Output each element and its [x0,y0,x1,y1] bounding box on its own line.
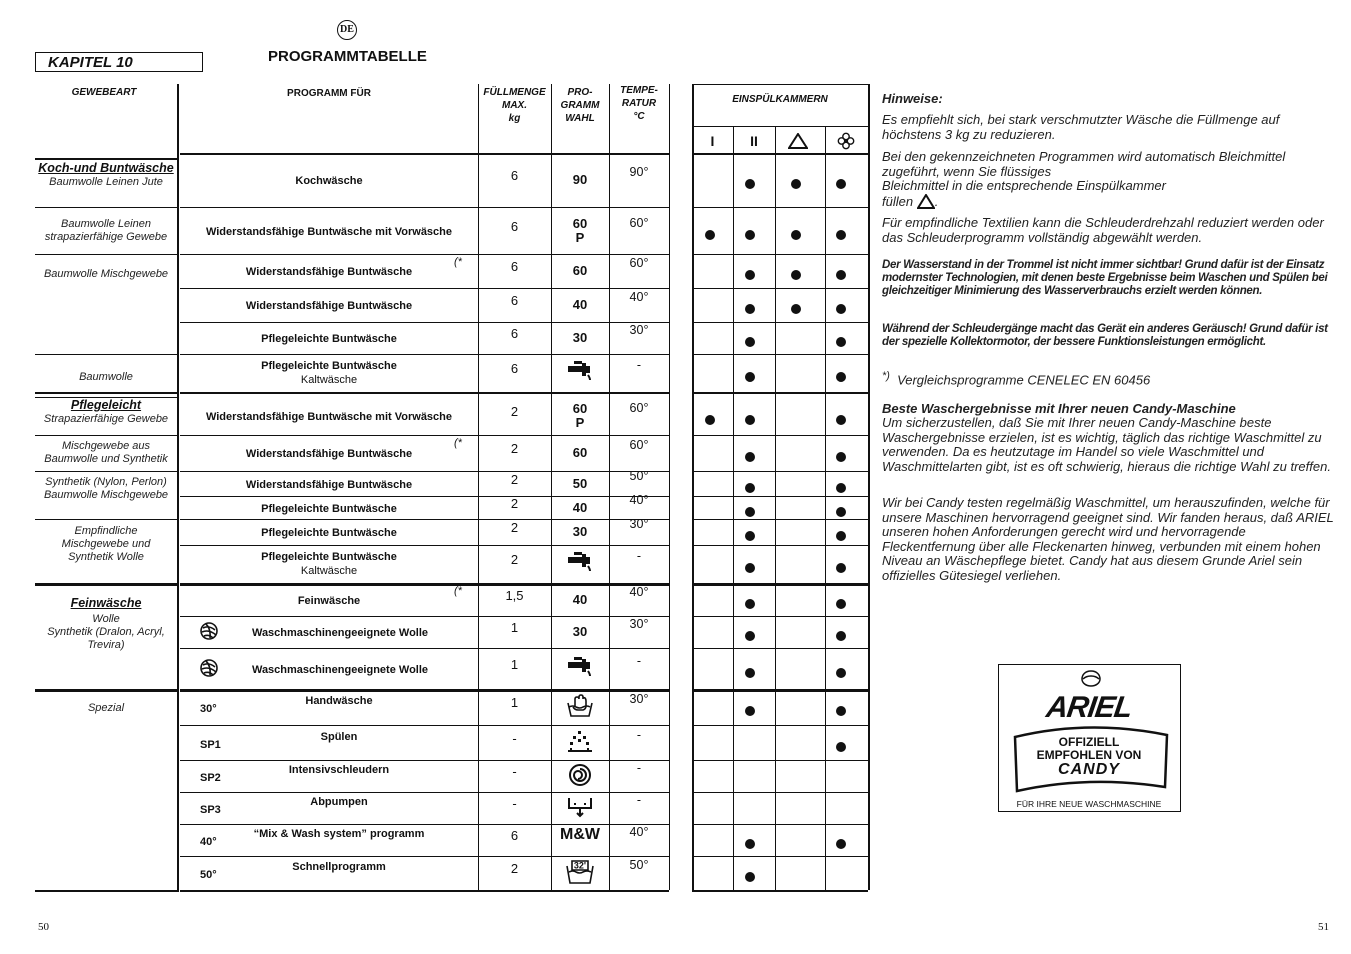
fill-amount: 6 [510,168,519,183]
temperature: 60° [629,215,649,230]
col-header-temp-line1: TEMPE- [620,85,658,96]
rule-row-18 [180,824,669,825]
chamber-dot [705,415,715,425]
program-name: “Mix & Wash system” programm [253,828,425,840]
chamber-dot [836,631,846,641]
col-header-fuellmenge-line3: kg [508,113,521,124]
program-selector-value: 60 [572,215,588,231]
ariel-heading: Beste Waschergebnisse mit Ihrer neuen Candy-Maschine [882,401,1236,416]
rule-row-3 [180,322,669,323]
col-header-fuellmenge [478,86,551,125]
footnote-mark: (* [454,256,462,268]
program-name: Widerstandsfähige Buntwäsche [245,300,413,312]
chamber-dot [791,230,801,240]
program-name: Pflegeleichte Buntwäsche [261,333,397,345]
program-selector-value: 60 [572,401,588,416]
program-name: Feinwäsche [297,594,361,607]
rule-row-chambers-15 [692,725,868,726]
program-name: Pflegeleichte Buntwäsche [261,527,397,539]
chamber-dot [745,179,755,189]
program-name: Handwäsche [305,695,373,707]
chamber-dot [836,483,846,493]
note-bleach-line1: Bei den gekennzeichneten Programmen wird automatisch Bleichmittel zugeführt, wenn Sie flüssiges [882,149,1286,179]
rule-gewebe-1 [35,207,179,208]
rule-row-chambers-13 [692,648,868,649]
quick-32-label: 32' [573,860,587,871]
chamber-dot [745,415,755,425]
bleach-triangle-icon [917,194,935,209]
chamber-dot [836,563,846,573]
program-selector-value: 90 [572,172,588,187]
rule-row-chambers-18 [692,824,868,825]
program-code: 40° [200,836,217,848]
chamber-dot [745,872,755,882]
fill-amount: 6 [510,293,519,308]
col-header-fuellmenge-line1: FÜLLMENGE [483,87,546,98]
chamber-dot [745,563,755,573]
page-number-left: 50 [38,921,49,933]
chamber-dot [745,599,755,609]
rule-chamber-header [692,126,868,127]
chamber-2-label: II [750,133,758,149]
rule-row-chambers-16 [692,760,868,761]
fill-amount: 6 [510,326,519,341]
program-selector-value: 30 [572,524,588,539]
rule-row-6 [180,435,669,436]
rule-row-chambers-1 [692,254,868,255]
gewebe-group-title: Pflegeleicht [70,398,142,412]
rule-thick-0 [180,583,669,586]
temperature: - [636,358,642,372]
gewebe-group-text [35,613,177,652]
program-subtitle: Kaltwäsche [300,374,358,386]
gewebe-line: Baumwolle Leinen Jute [49,176,163,188]
chapter-label: KAPITEL 10 [35,52,203,72]
gewebe-group-title: Koch-und Buntwäsche [38,161,174,175]
program-selector [551,525,609,539]
chamber-dot [836,179,846,189]
rule-section-chambers [692,392,868,394]
note-bleach-fill: füllen [882,193,914,209]
chamber-dot [745,839,755,849]
fill-amount: 2 [510,404,519,419]
language-badge: DE [337,20,357,40]
ariel-caption: FÜR IHRE NEUE WASCHMASCHINE [1016,799,1162,809]
program-selector [551,264,609,278]
rule-row-17 [180,792,669,793]
rule-v-gewebe [177,84,179,890]
program-selector-value: 40 [572,591,588,607]
fill-amount: 2 [510,520,519,535]
gewebe-group-text [35,371,177,384]
program-selector-value: 30 [572,624,588,639]
program-name: Schnellprogramm [292,861,386,873]
program-name: Pflegeleichte Buntwäsche [261,551,397,563]
rule-v-chamber-2 [775,126,776,890]
temperature: 30° [629,692,649,706]
chamber-dot [836,839,846,849]
chamber-dot [745,452,755,462]
gewebe-line: Synthetik Wolle [68,551,144,563]
gewebe-line: Baumwolle [79,371,133,383]
rule-gewebe-11 [35,890,179,892]
fill-amount: - [512,796,517,811]
rule-row-13 [180,648,669,649]
gewebe-line: strapazierfähige Gewebe [44,231,168,243]
temperature: 60° [629,438,649,452]
rule-row-19 [180,856,669,857]
fill-amount: - [512,730,517,746]
chamber-dot [836,706,846,716]
fill-amount: 6 [510,828,519,843]
tap-icon [551,551,609,576]
note-fill-amount: Es empfiehlt sich, bei stark verschmutzter Wäsche die Füllmenge auf höchstens 3 kg zu reduzieren. [882,112,1280,142]
note-spin: Für empfindliche Textilien kann die Schleuderdrehzahl reduziert werden oder das Schleuderprogramm vollständig abgewählt werden. [882,215,1324,245]
chamber-dot [836,742,846,752]
rule-row-chambers-10 [692,545,868,546]
chamber-dot [836,599,846,609]
quick-32-icon [551,860,609,889]
program-name: Widerstandsfähige Buntwäsche [245,266,413,278]
ariel-brand: ARIEL [1044,691,1134,724]
gewebe-group-text [35,268,177,281]
chamber-dot [745,706,755,716]
temperature: 30° [629,323,649,337]
ariel-line2: EMPFOHLEN VON [1036,748,1142,762]
program-selector [551,446,609,460]
wool-icon [198,620,220,647]
rule-row-chambers-2 [692,288,868,289]
rule-row-7 [180,471,669,472]
fill-amount: - [512,764,517,779]
gewebe-line: Mischgewebe und [61,538,151,550]
chamber-dot [791,304,801,314]
program-subtitle: Kaltwäsche [300,565,358,577]
note-spin-noise: Während der Schleudergänge macht das Gerät ein anderes Geräusch! Grund dafür ist der spezielle Kollektormotor, der bessere Funktionsleistungen ermöglicht. [882,323,1328,348]
program-name: Widerstandsfähige Buntwäsche [245,478,413,491]
page-number-right: 51 [1318,921,1329,933]
gewebe-group-text [35,702,177,715]
note-cenelec-text: Vergleichsprogramme CENELEC EN 60456 [897,372,1151,388]
gewebe-line: Synthetik (Dralon, Acryl, [47,626,165,638]
note-bleach-period: . [934,193,939,209]
chamber-dot [745,483,755,493]
col-header-fuellmenge-line2: MAX. [502,100,527,111]
chamber-dot [836,452,846,462]
rule-gewebe-4 [35,392,179,394]
chamber-dot [745,531,755,541]
gewebe-group-text [35,476,177,502]
program-selector-value: P [575,229,585,245]
chamber-dot [745,304,755,314]
chamber-dot [745,507,755,517]
temperature: 40° [629,290,649,304]
chamber-dot [745,337,755,347]
chamber-dot [836,668,846,678]
fill-amount: 2 [510,471,519,487]
rule-row-chambers-12 [692,616,868,617]
rule-row-4 [180,354,669,355]
temperature: 60° [629,256,649,270]
chamber-dot [745,631,755,641]
gewebe-line: Trevira) [87,639,125,651]
col-header-wahl-line3: WAHL [565,113,595,124]
temperature: 30° [629,517,649,531]
ariel-paragraph-1: Um sicherzustellen, daß Sie mit Ihrer neuen Candy-Maschine beste Waschergebnisse erzielen, ist es wichtig, täglich das richtige Waschmittel zu verwenden. Da es heutzutage im Handel so viele Waschmittel und Waschmittelarten gibt, ist es oft schwierig, hieraus die richtige Wahl zu treffen. [882,415,1331,474]
rule-v-temp [669,84,670,890]
chamber-dot [705,230,715,240]
chamber-dot [836,415,846,425]
rule-row-15 [180,725,669,726]
col-header-wahl-line1: PRO- [567,87,593,98]
fill-amount: 2 [510,552,519,567]
program-selector [551,501,609,515]
candy-brand: CANDY [1058,761,1120,778]
program-code: 30° [200,703,217,715]
program-selector [551,331,609,345]
chamber-dot [791,270,801,280]
rule-gewebe-7 [35,471,179,472]
rule-row-chambers-9 [692,519,868,520]
note-bleach-line2: Bleichmittel in die entsprechende Einspülkammer [882,178,1166,193]
gewebe-line: Empfindliche [74,525,138,537]
program-selector-value: 60 [572,445,588,460]
temperature: 40° [629,492,649,507]
temperature: 40° [629,584,649,599]
rule-top-chambers [692,84,868,85]
temperature: - [636,727,642,742]
program-selector [551,402,609,430]
rule-row-12 [180,616,669,617]
program-code: SP3 [200,804,221,816]
flower-softener-icon [837,132,855,150]
fill-amount: 6 [510,259,519,274]
fill-amount: 2 [510,495,519,511]
rule-row-0 [180,207,669,208]
wool-icon [198,657,220,684]
rule-row-chambers-7 [692,471,868,472]
rule-row-chambers-4 [692,354,868,355]
rinse-icon [551,730,609,757]
program-selector-value: P [575,415,585,430]
program-selector [551,593,609,607]
rule-section [180,392,669,394]
bleach-triangle-icon [788,133,808,149]
page-title: PROGRAMMTABELLE [268,48,427,65]
rule-row-chambers-6 [692,435,868,436]
tap-icon [551,360,609,385]
ariel-paragraph-2: Wir bei Candy testen regelmäßig Waschmittel, um herauszufinden, welche für unsere Maschinen hervorragend geeignet sind. Wir fanden heraus, daß ARIEL unseren hohen Anforderungen gerecht wird und hervorragende Fleckentfernung über alle Fleckenarten hinweg, verbunden mit einem hohen Niveau an Wäschepflege bietet. Candy hat aus diesem Grunde Ariel sein offizielles Gütesiegel verliehen. [882,495,1334,583]
temperature: - [636,549,642,563]
fill-amount: 6 [510,361,519,376]
rule-row-chambers-17 [692,792,868,793]
rule-v-chamber-3 [825,126,826,890]
fill-amount: 1 [510,656,519,672]
fill-amount: 1 [510,620,519,635]
gewebe-group-text [35,218,177,244]
rule-v-chambers-left [692,84,694,890]
gewebe-line: Wolle [92,613,120,625]
rule-thick-chambers-1 [692,689,868,692]
fill-amount: 1 [510,695,519,710]
rule-row-1 [180,254,669,255]
program-selector [551,217,609,245]
fill-amount: 1,5 [505,587,524,603]
program-name: Spülen [320,730,358,743]
note-cenelec [882,369,1334,388]
program-selector-value: 40 [572,297,588,312]
program-name: Kochwäsche [295,175,363,187]
footnote-mark: (* [454,585,462,597]
col-header-temp [609,84,669,123]
rule-row-chambers-0 [692,207,868,208]
note-bleach-line3 [882,194,1334,210]
notes-heading: Hinweise: [882,91,943,106]
col-header-temp-line2: RATUR [621,98,657,109]
rule-v-chamber-1 [733,126,734,890]
rule-thick-2 [180,890,669,892]
footnote-mark: (* [454,437,462,449]
gewebe-line: Baumwolle und Synthetik [44,453,168,465]
fill-amount: 6 [510,218,519,234]
temperature: 30° [629,617,649,631]
note-water-level: Der Wasserstand in der Trommel ist nicht immer sichtbar! Grund dafür ist der Einsatz modernster Technologien, mit denen beste Ergebnisse beim Waschen und Spülen bei gleichzeitiger Minimierung des Wasserverbrauchs erzielt werden können. [882,259,1328,297]
temperature: 50° [629,858,649,872]
ariel-logo [998,664,1181,812]
note-bleach [882,150,1334,209]
temperature: - [636,793,642,807]
chamber-dot [791,179,801,189]
program-selector-value: 30 [572,330,588,345]
gewebe-group-text [35,413,177,426]
col-header-temp-line3: °C [633,111,645,122]
gewebe-group-text [35,440,177,466]
gewebe-line: Baumwolle Leinen [61,218,151,230]
chamber-dot [836,531,846,541]
fill-amount: 2 [510,441,519,456]
gewebe-group-text [35,176,177,189]
drain-icon [551,795,609,822]
col-header-wahl-line2: GRAMM [560,100,600,111]
rule-thick-chambers-2 [692,890,868,892]
rule-header-bottom-chambers [692,153,868,155]
gewebe-line: Baumwolle Mischgewebe [43,489,169,501]
program-selector [551,477,609,491]
program-selector [551,298,609,312]
program-selector [551,828,609,842]
rule-thick-chambers-0 [692,583,868,586]
chamber-dot [745,230,755,240]
handwash-icon [551,694,609,721]
rule-row-chambers-19 [692,856,868,857]
program-name: Waschmaschinengeeignete Wolle [251,663,429,676]
spin-icon [551,763,609,790]
program-name: Widerstandsfähige Buntwäsche mit Vorwäsche [205,225,453,238]
program-selector-value: 60 [572,263,588,278]
rule-row-16 [180,760,669,761]
tap-icon [551,656,609,681]
rule-row-9 [180,519,669,520]
program-name: Pflegeleichte Buntwäsche [261,502,397,515]
temperature: 90° [629,165,649,179]
program-name: Intensivschleudern [288,764,390,776]
chamber-dot [836,230,846,240]
program-selector-value: M&W [560,826,600,843]
ariel-line1: OFFIZIELL [1058,735,1120,749]
program-name: Abpumpen [310,796,368,808]
rule-gewebe-2 [35,254,179,255]
col-header-wahl [551,86,609,125]
chamber-1-label: I [710,133,715,149]
program-selector-value: 50 [572,475,588,491]
chamber-dot [836,270,846,280]
gewebe-group-title: Feinwäsche [70,596,142,610]
chamber-dot [836,507,846,517]
rule-header-bottom [180,153,669,155]
program-name: Waschmaschinengeeignete Wolle [251,627,429,639]
note-cenelec-mark: *) [882,370,890,382]
program-code: SP2 [200,772,221,784]
chamber-dot [836,304,846,314]
chamber-dot [836,337,846,347]
rule-gewebe-10 [35,689,179,692]
rule-v-chambers-right [868,84,870,890]
program-code: 50° [200,869,217,881]
rule-row-2 [180,288,669,289]
gewebe-line: Mischgewebe aus [61,440,151,452]
rule-gewebe-8 [35,519,179,520]
rule-row-10 [180,545,669,546]
gewebe-line: Spezial [87,702,125,714]
temperature: 40° [629,825,649,839]
chamber-dot [745,270,755,280]
temperature: - [636,761,642,775]
col-header-gewebeart: GEWEBEART [71,87,137,98]
rule-gewebe-9 [35,583,179,586]
gewebe-group-text [35,525,177,564]
rule-gewebe-6 [35,435,179,436]
fill-amount: 2 [510,861,519,876]
program-selector-value: 40 [572,499,588,515]
program-code: SP1 [200,738,221,751]
program-selector [551,173,609,187]
program-name: Widerstandsfähige Buntwäsche mit Vorwäsche [205,411,453,423]
rule-gewebe-3 [35,354,179,355]
program-selector [551,625,609,639]
rule-gewebe-0 [35,158,179,160]
col-header-programm: PROGRAMM FÜR [287,88,371,99]
col-header-einspuelkammern: EINSPÜLKAMMERN [732,94,828,105]
rule-row-8 [180,496,669,497]
program-name: Widerstandsfähige Buntwäsche [245,448,413,460]
rule-thick-1 [180,689,669,692]
temperature: 50° [629,468,649,483]
chamber-dot [836,372,846,382]
rule-row-chambers-3 [692,322,868,323]
gewebe-line: Baumwolle Mischgewebe [43,268,169,280]
rule-row-chambers-8 [692,496,868,497]
program-name: Pflegeleichte Buntwäsche [261,360,397,372]
chamber-dot [745,372,755,382]
gewebe-line: Synthetik (Nylon, Perlon) [45,476,167,488]
gewebe-line: Strapazierfähige Gewebe [43,413,169,425]
chamber-dot [745,668,755,678]
temperature: - [636,653,642,668]
temperature: 60° [629,401,649,415]
